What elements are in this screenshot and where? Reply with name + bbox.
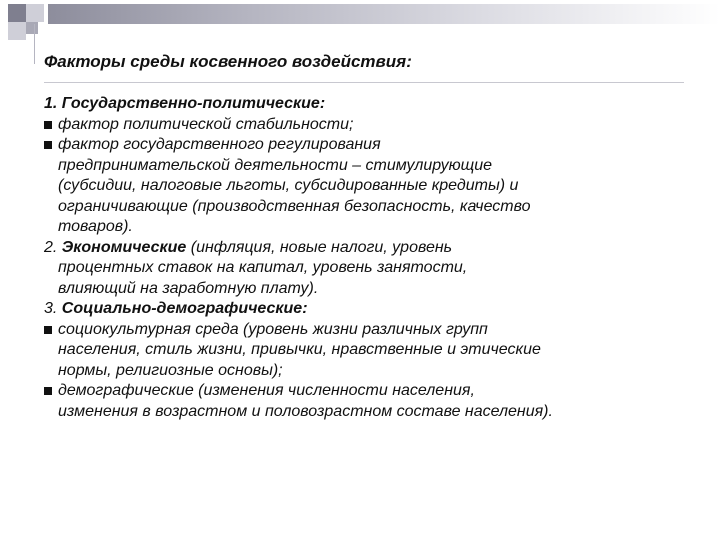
section-3-heading — [44, 299, 704, 320]
bullet-text: социокультурная среда (уровень жизни различных групп — [58, 320, 488, 338]
section-2-number: 2. — [44, 238, 62, 256]
bullet-text: фактор государственного регулирования — [58, 136, 381, 153]
square-bullet-icon — [44, 387, 52, 395]
decor-square — [8, 22, 26, 40]
bullet-text: населения, стиль жизни, привычки, нравственные и этические — [58, 341, 541, 358]
square-bullet-icon — [44, 121, 52, 129]
slide-content — [44, 94, 704, 422]
section-2-text: процентных ставок на капитал, уровень занятости, — [58, 259, 468, 276]
decor-vertical-line — [34, 24, 35, 64]
section-2-heading — [44, 238, 704, 259]
bullet-item — [44, 115, 704, 136]
bullet-text: ограничивающие (производственная безопасность, качество — [58, 197, 531, 215]
decor-square — [26, 22, 38, 34]
section-3-title: Социально-демографические: — [61, 300, 308, 317]
bullet-text: изменения в возрастном и половозрастном составе населения). — [58, 402, 553, 420]
bullet-item — [44, 320, 704, 382]
slide-title: Факторы среды косвенного воздействия: — [44, 52, 412, 71]
bullet-text: товаров). — [58, 218, 133, 235]
section-1-heading: 1. Государственно-политические: — [44, 95, 326, 112]
bullet-item — [44, 381, 704, 422]
section-2-text: влияющий на заработную плату). — [58, 279, 319, 297]
title-divider — [44, 82, 684, 83]
header-gradient-bar — [48, 4, 720, 24]
decor-square — [8, 4, 26, 22]
square-bullet-icon — [44, 326, 52, 334]
bullet-text: демографические (изменения численности населения, — [58, 382, 475, 399]
section-2 — [44, 238, 704, 300]
bullet-text: (субсидии, налоговые льготы, субсидированные кредиты) и — [58, 177, 519, 194]
square-bullet-icon — [44, 141, 52, 149]
bullet-text: нормы, религиозные основы); — [58, 361, 283, 379]
decor-square — [26, 4, 44, 22]
section-2-title: Экономические — [61, 238, 187, 256]
section-3-number: 3. — [44, 300, 62, 317]
bullet-text: фактор политической стабильности; — [58, 115, 354, 133]
section-2-text: (инфляция, новые налоги, уровень — [186, 238, 453, 256]
bullet-text: предпринимательской деятельности – стимулирующие — [58, 156, 493, 174]
bullet-item — [44, 135, 704, 238]
